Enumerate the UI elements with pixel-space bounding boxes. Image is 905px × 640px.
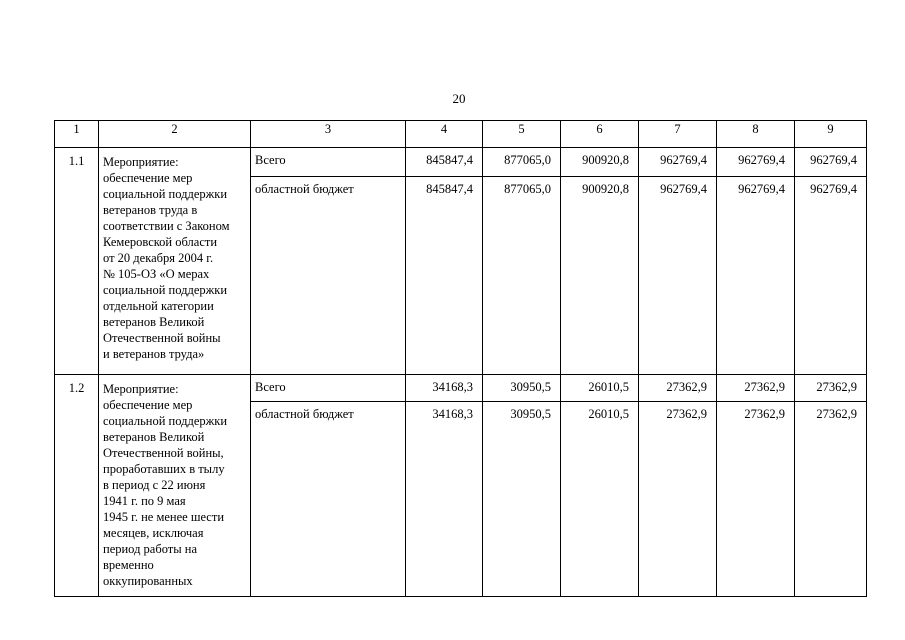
description-line: социальной поддержки	[103, 283, 228, 297]
value-cell: 900920,8	[561, 148, 639, 177]
description-line: от 20 декабря 2004 г.	[103, 251, 214, 265]
value-cell: 845847,4	[406, 148, 483, 177]
value-cell: 962769,4	[639, 148, 717, 177]
value-cell: 27362,9	[795, 375, 867, 402]
measure-description	[99, 375, 251, 597]
description-line: месяцев, исключая	[103, 526, 204, 540]
budget-table	[54, 120, 867, 597]
header-cell: 3	[251, 121, 406, 148]
description-line: отдельной категории	[103, 299, 214, 313]
description-line: соответствии с Законом	[103, 219, 230, 233]
value-cell: 962769,4	[717, 148, 795, 177]
value-cell: 30950,5	[483, 402, 561, 597]
description-line: Мероприятие:	[103, 382, 179, 396]
funding-source: областной бюджет	[251, 177, 406, 375]
description-line: проработавших в тылу	[103, 462, 225, 476]
table-header-row	[55, 121, 867, 148]
description-line: ветеранов Великой	[103, 430, 205, 444]
header-cell: 8	[717, 121, 795, 148]
header-cell: 7	[639, 121, 717, 148]
page-number: 20	[452, 91, 466, 106]
funding-source: областной бюджет	[251, 402, 406, 597]
value-cell: 27362,9	[717, 402, 795, 597]
value-cell: 26010,5	[561, 402, 639, 597]
description-line: оккупированных	[103, 574, 193, 588]
description-line: № 105-ОЗ «О мерах	[103, 267, 210, 281]
description-line: Отечественной войны,	[103, 446, 224, 460]
value-cell: 962769,4	[795, 148, 867, 177]
value-cell: 877065,0	[483, 177, 561, 375]
value-cell: 27362,9	[795, 402, 867, 597]
value-cell: 30950,5	[483, 375, 561, 402]
value-cell: 962769,4	[639, 177, 717, 375]
description-line: Мероприятие:	[103, 155, 179, 169]
description-line: временно	[103, 558, 154, 572]
row-number: 1.1	[55, 148, 99, 375]
header-cell: 4	[406, 121, 483, 148]
row-number: 1.2	[55, 375, 99, 597]
value-cell: 900920,8	[561, 177, 639, 375]
value-cell: 27362,9	[717, 375, 795, 402]
header-cell: 2	[99, 121, 251, 148]
value-cell: 27362,9	[639, 402, 717, 597]
measure-description	[99, 148, 251, 375]
header-cell: 1	[55, 121, 99, 148]
description-line: 1945 г. не менее шести	[103, 510, 225, 524]
description-line: обеспечение мер	[103, 171, 193, 185]
header-cell: 6	[561, 121, 639, 148]
header-cell: 5	[483, 121, 561, 148]
funding-source: Всего	[251, 375, 406, 402]
value-cell: 877065,0	[483, 148, 561, 177]
value-cell: 845847,4	[406, 177, 483, 375]
description-line: обеспечение мер	[103, 398, 193, 412]
funding-source: Всего	[251, 148, 406, 177]
table-row	[55, 148, 867, 177]
value-cell: 962769,4	[795, 177, 867, 375]
description-line: Отечественной войны	[103, 331, 221, 345]
value-cell: 962769,4	[717, 177, 795, 375]
value-cell: 26010,5	[561, 375, 639, 402]
header-cell: 9	[795, 121, 867, 148]
description-line: Кемеровской области	[103, 235, 218, 249]
description-line: ветеранов Великой	[103, 315, 205, 329]
description-line: социальной поддержки	[103, 187, 228, 201]
value-cell: 34168,3	[406, 375, 483, 402]
value-cell: 27362,9	[639, 375, 717, 402]
description-line: ветеранов труда в	[103, 203, 198, 217]
description-line: и ветеранов труда»	[103, 347, 205, 361]
table-row	[55, 375, 867, 402]
description-line: социальной поддержки	[103, 414, 228, 428]
description-line: 1941 г. по 9 мая	[103, 494, 186, 508]
value-cell: 34168,3	[406, 402, 483, 597]
description-line: в период с 22 июня	[103, 478, 206, 492]
description-line: период работы на	[103, 542, 198, 556]
